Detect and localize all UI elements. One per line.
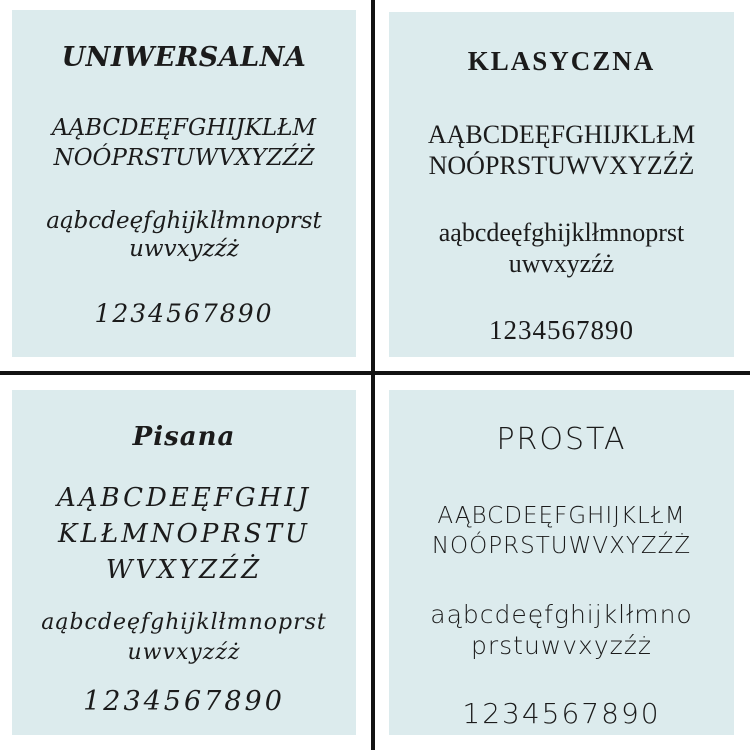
digits-sample: 1234567890: [462, 697, 661, 730]
panel-klasyczna: [389, 12, 734, 357]
uppercase-line: AĄBCDEĘFGHIJKLŁM: [437, 503, 686, 529]
uppercase-line: WVXYZŹŻ: [105, 555, 263, 585]
panel-prosta: [389, 390, 734, 735]
uppercase-line: NOÓPRSTUWVXYZŹŻ: [428, 151, 695, 180]
font-title-uniwersalna: UNIWERSALNA: [61, 42, 307, 73]
uppercase-line: AĄBCDEĘFGHIJKLŁM: [427, 120, 696, 149]
panel-uniwersalna: [12, 10, 356, 357]
lowercase-line: aąbcdeęfghijklłmno: [430, 600, 693, 629]
uppercase-line: KLŁMNOPRSTU: [58, 519, 310, 549]
lowercase-sample: [389, 217, 734, 279]
uppercase-sample: [12, 113, 356, 173]
digits-sample: 1234567890: [489, 315, 634, 345]
uppercase-sample: [389, 501, 734, 561]
font-title-pisana: Pisana: [132, 422, 236, 452]
digits-sample: 1234567890: [94, 299, 274, 328]
uppercase-sample: [12, 480, 356, 588]
panel-pisana: [12, 390, 356, 735]
font-title-klasyczna: KLASYCZNA: [467, 46, 656, 76]
lowercase-sample: [389, 599, 734, 661]
lowercase-line: aąbcdeęfghijklłmnoprst: [41, 610, 327, 635]
uppercase-line: NOÓPRSTUWVXYZŹŻ: [53, 145, 315, 171]
vertical-divider-line: [371, 0, 375, 750]
uppercase-line: NOÓPRSTUWVXYZŹŻ: [431, 533, 692, 559]
lowercase-sample: [12, 207, 356, 263]
lowercase-line: prstuwvxyzźż: [470, 631, 653, 660]
lowercase-line: uwvxyzźż: [508, 249, 615, 278]
uppercase-line: AĄBCDEĘFGHIJKLŁM: [51, 115, 317, 141]
lowercase-line: uwvxyzźż: [129, 236, 239, 262]
horizontal-divider-line: [0, 371, 750, 375]
lowercase-line: aąbcdeęfghijklłmnoprst: [438, 218, 685, 247]
font-title-prosta: PROSTA: [496, 422, 627, 457]
digits-sample: 1234567890: [83, 686, 285, 717]
lowercase-line: uwvxyzźż: [127, 640, 241, 665]
lowercase-line: aąbcdeęfghijklłmnoprst: [46, 208, 322, 234]
uppercase-sample: [389, 119, 734, 181]
lowercase-sample: [12, 608, 356, 668]
uppercase-line: AĄBCDEĘFGHIJ: [56, 483, 312, 513]
